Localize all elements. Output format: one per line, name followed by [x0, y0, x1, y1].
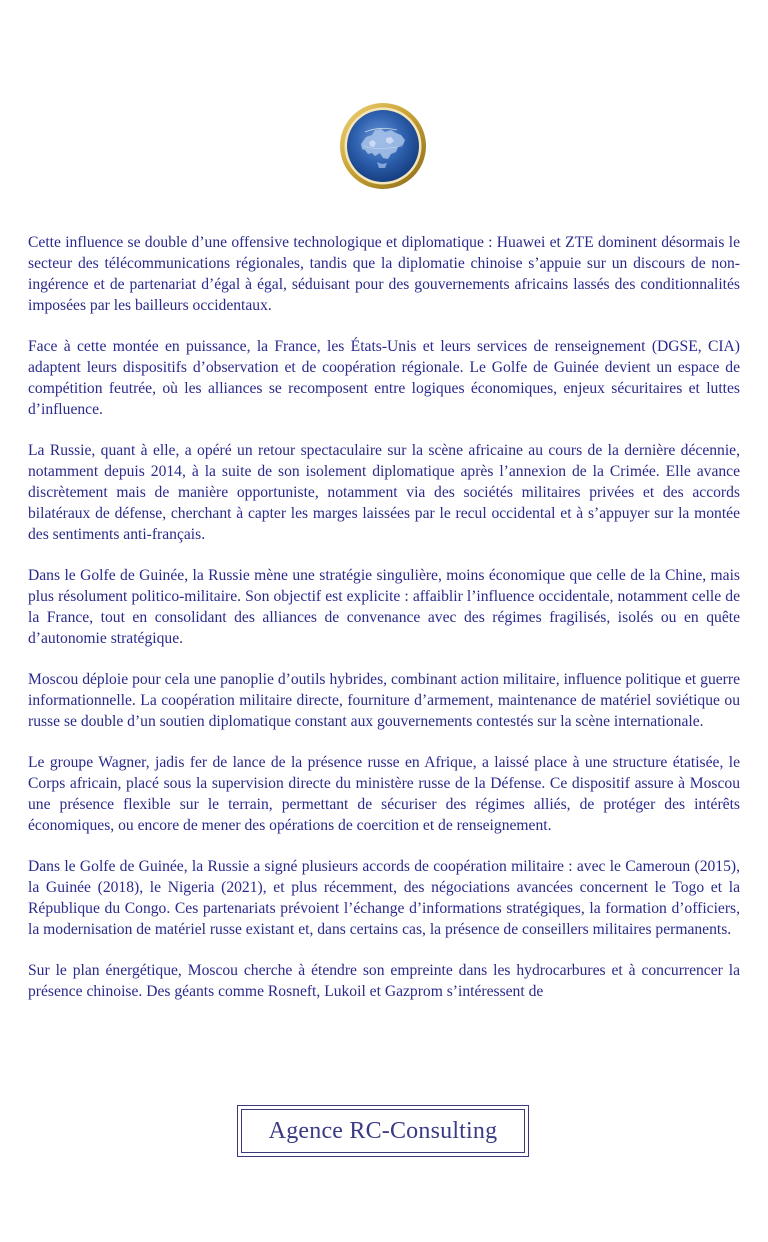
paragraph: Sur le plan énergétique, Moscou cherche à étendre son empreinte dans les hydrocarbures et à concurrencer la présence chinoise. Des géants comme Rosneft, Lukoil et Gazprom s’intéressent de	[28, 962, 740, 1000]
paragraph: La Russie, quant à elle, a opéré un retour spectaculaire sur la scène africaine au cours de la dernière décennie, notamment depuis 2014, à la suite de son isolement diplomatique après l’annexion de la Crimée. Elle avance discrètement mais de manière opportuniste, notamment via des sociétés militaires privées et des accords bilatéraux de défense, cherchant à capter les marges laissées par le recul occidental et à s’appuyer sur la montée des sentiments anti-français.	[28, 442, 740, 543]
paragraph: Face à cette montée en puissance, la France, les États-Unis et leurs services de renseignement (DGSE, CIA) adaptent leurs dispositifs d’observation et de coopération régionale. Le Golfe de Guinée devient un espace de compétition feutrée, où les alliances se recomposent entre logiques économiques, enjeux sécuritaires et luttes d’influence.	[28, 338, 740, 418]
paragraph: Le groupe Wagner, jadis fer de lance de la présence russe en Afrique, a laissé place à une structure étatisée, le Corps africain, placé sous la supervision directe du ministère russe de la Défense. Ce dispositif assure à Moscou une présence flexible sur le terrain, permettant de sécuriser des régimes alliés, de protéger des intérêts économiques, ou encore de mener des opérations de coercition et de renseignement.	[28, 754, 740, 834]
paragraph: Dans le Golfe de Guinée, la Russie mène une stratégie singulière, moins économique que celle de la Chine, mais plus résolument politico-militaire. Son objectif est explicite : affaiblir l’influence occidentale, notamment celle de la France, tout en consolidant des alliances de convenance avec des régimes fragilisés, isolés ou en quête d’autonomie stratégique.	[28, 567, 740, 647]
footer-brand-label: Agence RC-Consulting	[241, 1109, 525, 1153]
europe-globe-emblem-icon	[339, 102, 427, 190]
paragraph: Cette influence se double d’une offensive technologique et diplomatique : Huawei et ZTE dominent désormais le secteur des télécommunications régionales, tandis que la diplomatie chinoise s’appuie sur un discours de non-ingérence et de partenariat d’égal à égal, séduisant pour des gouvernements africains lassés des conditionnalités imposées par les bailleurs occidentaux.	[28, 234, 740, 314]
article-body	[28, 232, 740, 1022]
paragraph: Dans le Golfe de Guinée, la Russie a signé plusieurs accords de coopération militaire : avec le Cameroun (2015), la Guinée (2018), le Nigeria (2021), et plus récemment, des négociations avancées concernent le Togo et la République du Congo. Ces partenariats prévoient l’échange d’informations stratégiques, la formation d’officiers, la modernisation de matériel russe existant et, dans certains cas, la présence de conseillers militaires permanents.	[28, 858, 740, 938]
footer-brand-box	[237, 1105, 529, 1157]
paragraph: Moscou déploie pour cela une panoplie d’outils hybrides, combinant action militaire, influence politique et guerre informationnelle. La coopération militaire directe, fourniture d’armement, maintenance de matériel soviétique ou russe se double d’un soutien diplomatique constant aux gouvernements contestés sur la scène internationale.	[28, 671, 740, 730]
